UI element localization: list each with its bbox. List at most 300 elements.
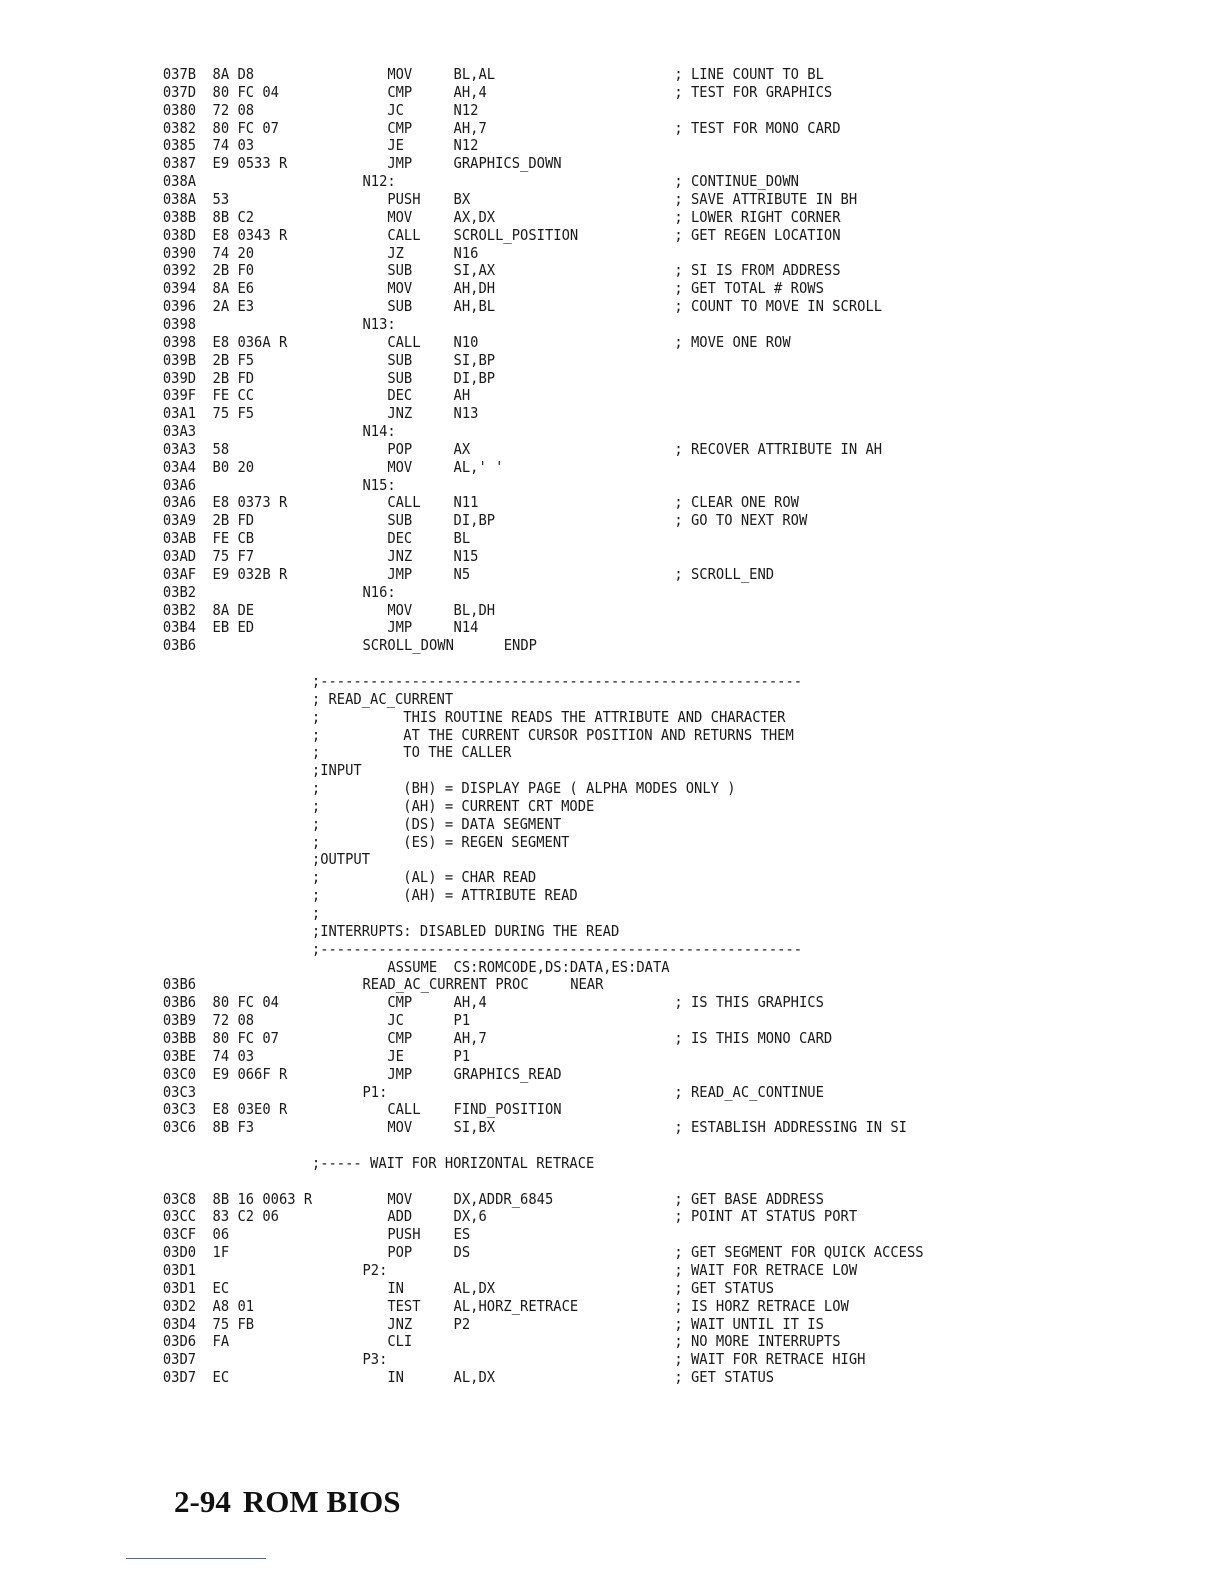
- opcode: CMP: [387, 82, 413, 101]
- operands: ES: [453, 1225, 471, 1244]
- object-code: 8A E6: [212, 279, 255, 298]
- section-comment: ;OUTPUT: [311, 850, 371, 869]
- address: 03D7: [162, 1368, 197, 1387]
- object-code: 74 20: [212, 243, 255, 262]
- operands: AX: [453, 439, 471, 458]
- label: SCROLL_DOWN ENDP: [362, 636, 537, 655]
- code-line: [0, 1118, 1126, 1136]
- opcode: SUB: [387, 350, 413, 369]
- address: 0390: [162, 243, 197, 262]
- comment: ; GET TOTAL # ROWS: [674, 279, 824, 298]
- object-code: 75 FB: [212, 1314, 255, 1333]
- code-line: [0, 1350, 1126, 1368]
- label: N14:: [362, 422, 396, 440]
- address: 03A6: [162, 475, 197, 494]
- address: 03A3: [162, 422, 197, 440]
- blank-line: [0, 1136, 1126, 1154]
- operands: N14: [453, 618, 479, 637]
- comment-line: [0, 850, 1126, 868]
- address: 03CC: [162, 1207, 197, 1226]
- code-line: [0, 208, 1126, 226]
- object-code: 72 08: [212, 1011, 255, 1030]
- address: 03A4: [162, 457, 197, 476]
- comment: ; WAIT FOR RETRACE LOW: [674, 1261, 858, 1279]
- operands: DS: [453, 1243, 471, 1262]
- code-line: [0, 261, 1126, 279]
- operands: SI,BX: [453, 1118, 496, 1137]
- address: 038D: [162, 225, 197, 244]
- code-line: [0, 529, 1126, 547]
- opcode: DEC: [387, 529, 413, 548]
- label: READ_AC_CURRENT PROC NEAR: [362, 975, 604, 994]
- code-line: [0, 1243, 1126, 1261]
- address: 03C0: [162, 1064, 197, 1083]
- address: 0380: [162, 100, 197, 119]
- code-line: [0, 1297, 1126, 1315]
- comment-line: [0, 922, 1126, 940]
- object-code: FE CB: [212, 529, 255, 548]
- opcode: CALL: [387, 493, 421, 512]
- code-line: [0, 333, 1126, 351]
- label: P2:: [362, 1261, 388, 1279]
- comment-line: [0, 868, 1126, 886]
- object-code: E8 0343 R: [212, 225, 288, 244]
- operands: P2: [453, 1314, 471, 1333]
- opcode: MOV: [387, 65, 413, 83]
- opcode: JC: [387, 1011, 404, 1030]
- comment: ; NO MORE INTERRUPTS: [674, 1332, 841, 1351]
- address: 03B2: [162, 600, 197, 619]
- opcode: IN: [387, 1278, 404, 1297]
- object-code: 83 C2 06: [212, 1207, 279, 1226]
- operands: AH,7: [453, 118, 487, 137]
- opcode: TEST: [387, 1296, 421, 1315]
- operands: AH,BL: [453, 297, 496, 316]
- comment: ; SI IS FROM ADDRESS: [674, 261, 841, 280]
- operands: GRAPHICS_READ: [453, 1064, 562, 1083]
- comment-line: [0, 833, 1126, 851]
- object-code: E9 066F R: [212, 1064, 288, 1083]
- operands: AH,4: [453, 82, 487, 101]
- code-line: [0, 369, 1126, 387]
- address: 038A: [162, 190, 197, 208]
- address: 03B6: [162, 975, 197, 994]
- code-line: [0, 458, 1126, 476]
- object-code: 06: [212, 1225, 230, 1244]
- operands: AL,DX: [453, 1368, 496, 1387]
- operands: BX: [453, 190, 471, 208]
- object-code: 2B FD: [212, 368, 255, 387]
- code-line: [0, 547, 1126, 565]
- comment-line: [0, 779, 1126, 797]
- comment: ; GET STATUS: [674, 1368, 775, 1387]
- code-line: [0, 101, 1126, 119]
- address: 039F: [162, 386, 197, 405]
- operands: N16: [453, 243, 479, 262]
- address: 03D1: [162, 1278, 197, 1297]
- code-line: [0, 297, 1126, 315]
- opcode: JMP: [387, 1064, 413, 1083]
- comment: ; TEST FOR MONO CARD: [674, 118, 841, 137]
- opcode: JE: [387, 136, 404, 155]
- label: N12:: [362, 172, 396, 191]
- opcode: ASSUME: [387, 957, 438, 976]
- operands: DI,BP: [453, 368, 496, 387]
- section-comment: ; (AH) = CURRENT CRT MODE: [311, 796, 595, 815]
- object-code: 2B FD: [212, 511, 255, 530]
- code-line: [0, 386, 1126, 404]
- code-line: [0, 636, 1126, 654]
- address: 038B: [162, 207, 197, 226]
- code-line: [0, 226, 1126, 244]
- comment: ; GET BASE ADDRESS: [674, 1189, 824, 1208]
- address: 038A: [162, 172, 197, 191]
- code-line: [0, 565, 1126, 583]
- comment: ; TEST FOR GRAPHICS: [674, 82, 833, 101]
- comment: ; RECOVER ATTRIBUTE IN AH: [674, 439, 883, 458]
- object-code: FA: [212, 1332, 230, 1351]
- object-code: 8A DE: [212, 600, 255, 619]
- address: 039B: [162, 350, 197, 369]
- address: 03C6: [162, 1118, 197, 1137]
- code-line: [0, 279, 1126, 297]
- comment-line: [0, 797, 1126, 815]
- blank-line: [0, 1172, 1126, 1190]
- code-line: [0, 1100, 1126, 1118]
- code-line: [0, 1332, 1126, 1350]
- object-code: 53: [212, 190, 230, 208]
- address: 03C3: [162, 1082, 197, 1101]
- section-comment: ;INTERRUPTS: DISABLED DURING THE READ: [311, 921, 620, 940]
- comment: ; CONTINUE_DOWN: [674, 172, 799, 191]
- label: N13:: [362, 314, 396, 333]
- operands: N11: [453, 493, 479, 512]
- opcode: SUB: [387, 261, 413, 280]
- operands: N12: [453, 136, 479, 155]
- address: 03BB: [162, 1028, 197, 1047]
- address: 03D0: [162, 1243, 197, 1262]
- address: 03CF: [162, 1225, 197, 1244]
- comment: ; ESTABLISH ADDRESSING IN SI: [674, 1118, 908, 1137]
- code-line: [0, 1190, 1126, 1208]
- object-code: EB ED: [212, 618, 255, 637]
- code-line: [0, 1083, 1126, 1101]
- comment: ; COUNT TO MOVE IN SCROLL: [674, 297, 883, 316]
- code-line: [0, 1279, 1126, 1297]
- operands: P1: [453, 1046, 471, 1065]
- object-code: 80 FC 07: [212, 118, 279, 137]
- code-line: [0, 618, 1126, 636]
- operands: DI,BP: [453, 511, 496, 530]
- address: 0382: [162, 118, 197, 137]
- address: 03B6: [162, 993, 197, 1012]
- code-line: [0, 422, 1126, 440]
- operands: AL,' ': [453, 457, 504, 476]
- opcode: JZ: [387, 243, 404, 262]
- operands: AX,DX: [453, 207, 496, 226]
- address: 03A6: [162, 493, 197, 512]
- code-line: [0, 315, 1126, 333]
- object-code: EC: [212, 1368, 230, 1387]
- address: 0392: [162, 261, 197, 280]
- address: 03D4: [162, 1314, 197, 1333]
- opcode: MOV: [387, 1189, 413, 1208]
- section-comment: ;INPUT: [311, 761, 362, 780]
- operands: FIND_POSITION: [453, 1100, 562, 1119]
- label: P1:: [362, 1082, 388, 1101]
- section-comment: ; (ES) = REGEN SEGMENT: [311, 832, 570, 851]
- code-line: [0, 351, 1126, 369]
- object-code: E8 0373 R: [212, 493, 288, 512]
- code-line: [0, 154, 1126, 172]
- opcode: JNZ: [387, 1314, 413, 1333]
- operands: DX,6: [453, 1207, 487, 1226]
- object-code: 74 03: [212, 1046, 255, 1065]
- object-code: EC: [212, 1278, 230, 1297]
- address: 03B9: [162, 1011, 197, 1030]
- address: 03C8: [162, 1189, 197, 1208]
- operands: P1: [453, 1011, 471, 1030]
- section-comment: ;----------------------------------------------------------: [311, 671, 803, 690]
- object-code: E8 03E0 R: [212, 1100, 288, 1119]
- section-comment: ; (AL) = CHAR READ: [311, 868, 537, 887]
- operands: N12: [453, 100, 479, 119]
- opcode: ADD: [387, 1207, 413, 1226]
- opcode: MOV: [387, 279, 413, 298]
- operands: N13: [453, 404, 479, 423]
- comment-line: [0, 1154, 1126, 1172]
- code-line: [0, 1261, 1126, 1279]
- code-line: [0, 583, 1126, 601]
- address: 03B2: [162, 582, 197, 601]
- operands: AL,DX: [453, 1278, 496, 1297]
- opcode: CALL: [387, 225, 421, 244]
- operands: AH,7: [453, 1028, 487, 1047]
- object-code: 74 03: [212, 136, 255, 155]
- opcode: CMP: [387, 993, 413, 1012]
- comment-line: [0, 761, 1126, 779]
- comment: ; MOVE ONE ROW: [674, 332, 791, 351]
- address: 03D6: [162, 1332, 197, 1351]
- operands: N10: [453, 332, 479, 351]
- object-code: 8B 16 0063 R: [212, 1189, 313, 1208]
- address: 03B4: [162, 618, 197, 637]
- operands: BL,DH: [453, 600, 496, 619]
- operands: GRAPHICS_DOWN: [453, 154, 562, 173]
- operands: BL: [453, 529, 471, 548]
- address: 03A3: [162, 439, 197, 458]
- section-comment: ; THIS ROUTINE READS THE ATTRIBUTE AND CHARACTER: [311, 707, 786, 726]
- operands: AH,4: [453, 993, 487, 1012]
- comment: ; GO TO NEXT ROW: [674, 511, 808, 530]
- comment-line: [0, 726, 1126, 744]
- address: 03B6: [162, 636, 197, 655]
- opcode: JMP: [387, 618, 413, 637]
- comment: ; CLEAR ONE ROW: [674, 493, 799, 512]
- code-line: [0, 1315, 1126, 1333]
- address: 03C3: [162, 1100, 197, 1119]
- code-line: [0, 1011, 1126, 1029]
- operands: AL,HORZ_RETRACE: [453, 1296, 579, 1315]
- opcode: SUB: [387, 297, 413, 316]
- section-comment: ; (AH) = ATTRIBUTE READ: [311, 886, 578, 905]
- operands: N15: [453, 547, 479, 565]
- section-comment: ;----------------------------------------------------------: [311, 939, 803, 958]
- opcode: PUSH: [387, 1225, 421, 1244]
- comment: ; IS THIS GRAPHICS: [674, 993, 824, 1012]
- code-line: [0, 1225, 1126, 1243]
- operands: AH,DH: [453, 279, 496, 298]
- comment: ; IS THIS MONO CARD: [674, 1028, 833, 1047]
- address: 039D: [162, 368, 197, 387]
- label: P3:: [362, 1350, 388, 1369]
- opcode: MOV: [387, 1118, 413, 1137]
- section-comment: ; TO THE CALLER: [311, 743, 512, 762]
- object-code: 2B F5: [212, 350, 255, 369]
- section-title: ROM BIOS: [242, 1484, 401, 1519]
- code-line: [0, 958, 1126, 976]
- opcode: POP: [387, 439, 413, 458]
- comment-line: [0, 904, 1126, 922]
- section-comment: ; READ_AC_CURRENT: [311, 689, 454, 708]
- opcode: JE: [387, 1046, 404, 1065]
- code-line: [0, 511, 1126, 529]
- address: 03BE: [162, 1046, 197, 1065]
- object-code: E9 0533 R: [212, 154, 288, 173]
- comment: ; LINE COUNT TO BL: [674, 65, 824, 83]
- address: 0398: [162, 314, 197, 333]
- comment: ; GET SEGMENT FOR QUICK ACCESS: [674, 1243, 924, 1262]
- address: 03AF: [162, 564, 197, 583]
- address: 03D2: [162, 1296, 197, 1315]
- opcode: JC: [387, 100, 404, 119]
- object-code: 75 F5: [212, 404, 255, 423]
- object-code: 80 FC 04: [212, 82, 279, 101]
- code-line: [0, 404, 1126, 422]
- opcode: SUB: [387, 368, 413, 387]
- code-line: [0, 493, 1126, 511]
- object-code: 8A D8: [212, 65, 255, 83]
- object-code: 80 FC 07: [212, 1028, 279, 1047]
- code-line: [0, 1047, 1126, 1065]
- comment: ; WAIT FOR RETRACE HIGH: [674, 1350, 866, 1369]
- comment: ; GET STATUS: [674, 1278, 775, 1297]
- opcode: CALL: [387, 1100, 421, 1119]
- code-line: [0, 440, 1126, 458]
- address: 03AD: [162, 547, 197, 565]
- comment-line: [0, 708, 1126, 726]
- code-line: [0, 975, 1126, 993]
- object-code: A8 01: [212, 1296, 255, 1315]
- opcode: JNZ: [387, 547, 413, 565]
- address: 03AB: [162, 529, 197, 548]
- opcode: CMP: [387, 118, 413, 137]
- page-number: 2-94: [174, 1484, 231, 1519]
- label: N16:: [362, 582, 396, 601]
- opcode: MOV: [387, 600, 413, 619]
- code-line: [0, 136, 1126, 154]
- code-line: [0, 1368, 1126, 1386]
- section-comment: ; (BH) = DISPLAY PAGE ( ALPHA MODES ONLY ): [311, 779, 736, 797]
- code-line: [0, 83, 1126, 101]
- code-line: [0, 244, 1126, 262]
- comment-line: [0, 743, 1126, 761]
- section-comment: ; AT THE CURRENT CURSOR POSITION AND RETURNS THEM: [311, 725, 794, 744]
- operands: CS:ROMCODE,DS:DATA,ES:DATA: [453, 957, 670, 976]
- operands: BL,AL: [453, 65, 496, 83]
- code-line: [0, 190, 1126, 208]
- comment-line: [0, 886, 1126, 904]
- object-code: E9 032B R: [212, 564, 288, 583]
- opcode: MOV: [387, 457, 413, 476]
- code-line: [0, 172, 1126, 190]
- opcode: JMP: [387, 564, 413, 583]
- address: 0396: [162, 297, 197, 316]
- code-line: [0, 1065, 1126, 1083]
- code-line: [0, 476, 1126, 494]
- address: 0398: [162, 332, 197, 351]
- object-code: 2B F0: [212, 261, 255, 280]
- code-line: [0, 993, 1126, 1011]
- comment-line: [0, 815, 1126, 833]
- comment: ; GET REGEN LOCATION: [674, 225, 841, 244]
- opcode: POP: [387, 1243, 413, 1262]
- object-code: E8 036A R: [212, 332, 288, 351]
- address: 03D1: [162, 1261, 197, 1279]
- comment: ; SAVE ATTRIBUTE IN BH: [674, 190, 858, 208]
- code-line: [0, 601, 1126, 619]
- opcode: IN: [387, 1368, 404, 1387]
- opcode: CMP: [387, 1028, 413, 1047]
- code-line: [0, 1207, 1126, 1225]
- operands: AH: [453, 386, 471, 405]
- comment: ; WAIT UNTIL IT IS: [674, 1314, 824, 1333]
- comment-line: [0, 940, 1126, 958]
- address: 03A1: [162, 404, 197, 423]
- object-code: 8B C2: [212, 207, 255, 226]
- object-code: 58: [212, 439, 230, 458]
- object-code: 75 F7: [212, 547, 255, 565]
- blank-line: [0, 654, 1126, 672]
- opcode: JNZ: [387, 404, 413, 423]
- opcode: SUB: [387, 511, 413, 530]
- comment: ; POINT AT STATUS PORT: [674, 1207, 858, 1226]
- section-comment: ; (DS) = DATA SEGMENT: [311, 814, 562, 833]
- object-code: 80 FC 04: [212, 993, 279, 1012]
- page-footer: [174, 1484, 400, 1520]
- object-code: B0 20: [212, 457, 255, 476]
- address: 0387: [162, 154, 197, 173]
- address: 037D: [162, 82, 197, 101]
- object-code: FE CC: [212, 386, 255, 405]
- comment: ; IS HORZ RETRACE LOW: [674, 1296, 849, 1315]
- object-code: 8B F3: [212, 1118, 255, 1137]
- comment: ; SCROLL_END: [674, 564, 775, 583]
- comment: ; READ_AC_CONTINUE: [674, 1082, 824, 1101]
- operands: SI,AX: [453, 261, 496, 280]
- opcode: DEC: [387, 386, 413, 405]
- operands: SCROLL_POSITION: [453, 225, 579, 244]
- operands: DX,ADDR_6845: [453, 1189, 554, 1208]
- code-line: [0, 1029, 1126, 1047]
- address: 03D7: [162, 1350, 197, 1369]
- object-code: 2A E3: [212, 297, 255, 316]
- section-comment: ;----- WAIT FOR HORIZONTAL RETRACE: [311, 1153, 595, 1172]
- comment: ; LOWER RIGHT CORNER: [674, 207, 841, 226]
- footer-rule: [126, 1558, 266, 1559]
- address: 037B: [162, 65, 197, 83]
- address: 0385: [162, 136, 197, 155]
